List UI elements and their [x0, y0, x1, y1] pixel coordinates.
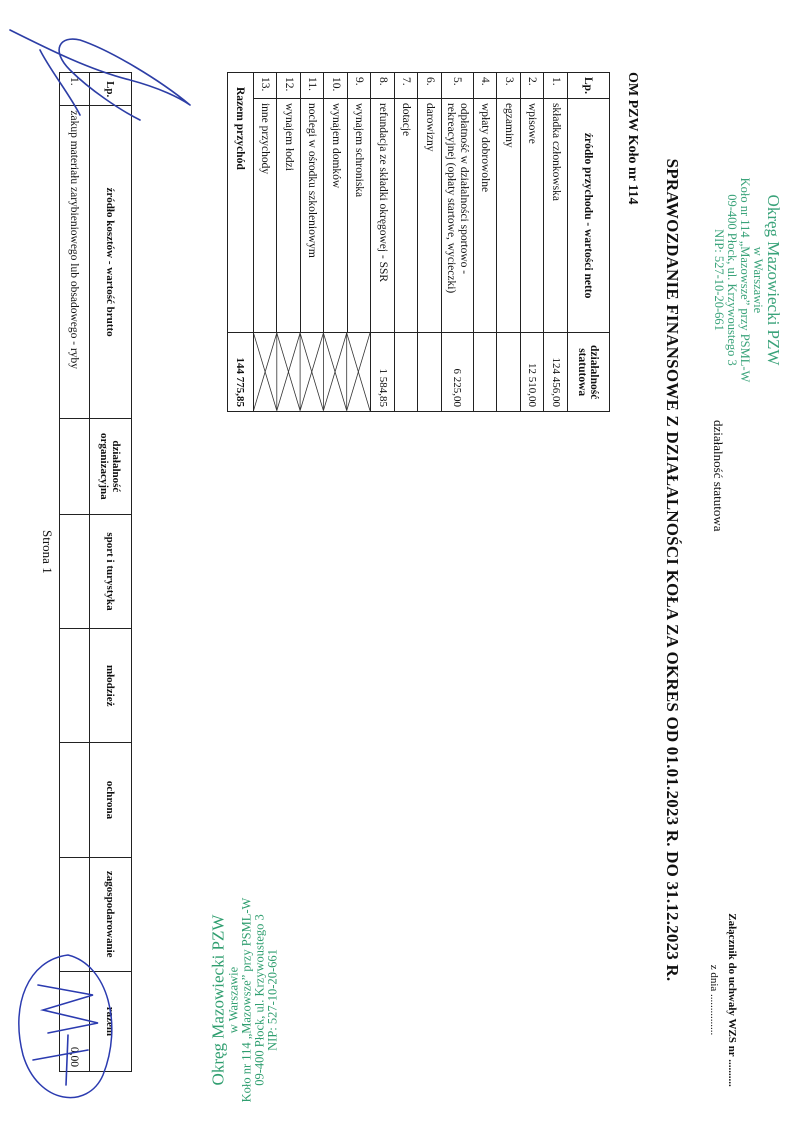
page-number: Strona 1: [40, 530, 55, 574]
column-header-protection: ochrona: [90, 743, 132, 857]
column-header-management: zagospodarowanie: [90, 857, 132, 971]
row-label: egzaminy: [497, 98, 521, 332]
stamp-line: w Warszawie: [226, 966, 241, 1034]
income-table: [227, 72, 610, 412]
row-number: 10.: [324, 73, 348, 99]
row-number: 11.: [301, 73, 325, 99]
stamp-line: NIP: 527-10-20-661: [265, 949, 280, 1051]
row-number: 1.: [544, 73, 568, 99]
column-header-total: razem: [90, 971, 132, 1071]
row-number: 13.: [254, 73, 278, 99]
row-number: 2.: [521, 73, 545, 99]
row-label: wynajem łodzi: [277, 98, 301, 332]
organization-stamp-bottom: [210, 875, 280, 1125]
stamp-line: NIP: 527-10-20-661: [711, 229, 726, 331]
table-row: [395, 73, 419, 412]
total-label: Razem przychód: [228, 73, 254, 333]
table-row: [348, 73, 372, 412]
table-row: [544, 73, 568, 412]
stamp-line: Okręg Mazowiecki PZW: [208, 914, 228, 1086]
column-header-statutory: działalność statutowa: [568, 333, 610, 412]
row-number: 1.: [60, 73, 90, 106]
row-number: 12.: [277, 73, 301, 99]
column-header-sport-tourism: sport i turystyka: [90, 514, 132, 628]
table-row: [474, 73, 498, 412]
row-label: wpisowe: [521, 98, 545, 332]
table-row: [60, 73, 90, 1072]
row-label: dotacje: [395, 98, 419, 332]
row-label: wpłaty dobrowolne: [474, 98, 498, 332]
total-value: 144 775,85: [228, 333, 254, 412]
row-number: 8.: [371, 73, 395, 99]
document-title: SPRAWOZDANIE FINANSOWE Z DZIAŁALNOŚCI KOŁA ZA OKRES OD 01.01.2023 R. DO 31.12.2023 R.: [663, 158, 682, 982]
attachment-note: [705, 885, 740, 1115]
column-header-lp: Lp.: [568, 73, 610, 99]
cell-sport-tourism: [60, 514, 90, 628]
table-row: [497, 73, 521, 412]
cell-management: [60, 857, 90, 971]
row-value: [418, 333, 442, 412]
row-label: inne przychody: [254, 98, 278, 332]
cell-youth: [60, 629, 90, 743]
column-header-organizational: działalność organizacyjna: [90, 418, 132, 514]
table-row: [371, 73, 395, 412]
attachment-line: Załącznik do uchwały WZS nr ..........: [726, 913, 738, 1087]
organization-stamp-top: [712, 150, 782, 410]
row-value: [474, 333, 498, 412]
total-row: [228, 73, 254, 412]
row-number: 3.: [497, 73, 521, 99]
row-value: [497, 333, 521, 412]
row-value: 124 456,00: [544, 333, 568, 412]
stamp-line: Koło nr 114 „Mazowsze” przy PSML-W: [239, 897, 254, 1103]
attachment-date-line: z dnia ...............: [708, 964, 721, 1036]
activity-type-note: działalność statutowa: [711, 420, 726, 532]
row-number: 5.: [442, 73, 474, 99]
column-header-income-source: źródło przychodu - wartości netto: [568, 98, 610, 332]
row-label: darowizny: [418, 98, 442, 332]
stamp-line: w Warszawie: [751, 246, 766, 314]
cell-organizational: [60, 418, 90, 514]
row-number: 6.: [418, 73, 442, 99]
organization-name: OM PZW Koło nr 114: [625, 72, 640, 205]
row-label: noclegi w ośrodku szkoleniowym: [301, 98, 325, 332]
table-row: [521, 73, 545, 412]
row-label: składka członkowska: [544, 98, 568, 332]
column-header-youth: młodzież: [90, 629, 132, 743]
crossed-out-cell: [254, 333, 372, 412]
stamp-line: Okręg Mazowiecki PZW: [764, 194, 783, 366]
row-number: 4.: [474, 73, 498, 99]
row-label: zakup materiału zarybieniowego lub obsadowego - ryby: [60, 106, 90, 418]
cross-out-lines: [254, 333, 371, 411]
column-header-cost-source: źródło kosztów - wartość brutto: [90, 106, 132, 418]
row-value: [395, 333, 419, 412]
stamp-line: Koło nr 114 „Mazowsze” przy PSML-W: [738, 177, 753, 383]
row-value: 1 584,85: [371, 333, 395, 412]
row-number: 9.: [348, 73, 372, 99]
row-label: wynajem schroniska: [348, 98, 372, 332]
row-label: wynajem domków: [324, 98, 348, 332]
stamp-line: 09-400 Płock, ul. Krzywoustego 3: [252, 914, 267, 1086]
row-label: refundacja ze składki okręgowej - SSR: [371, 98, 395, 332]
row-value: 6 225,00: [442, 333, 474, 412]
cost-table: [59, 72, 132, 1072]
row-label: odpłatność w działalności sportowo - rekreacyjnej (opłaty startowe, wycieczki): [442, 98, 474, 332]
row-value: 12 510,00: [521, 333, 545, 412]
cell-total: 0,00: [60, 971, 90, 1071]
stamp-line: 09-400 Płock, ul. Krzywoustego 3: [724, 194, 739, 366]
cell-protection: [60, 743, 90, 857]
column-header-lp: Lp.: [90, 73, 132, 106]
table-row: [418, 73, 442, 412]
row-number: 7.: [395, 73, 419, 99]
table-row: [442, 73, 474, 412]
